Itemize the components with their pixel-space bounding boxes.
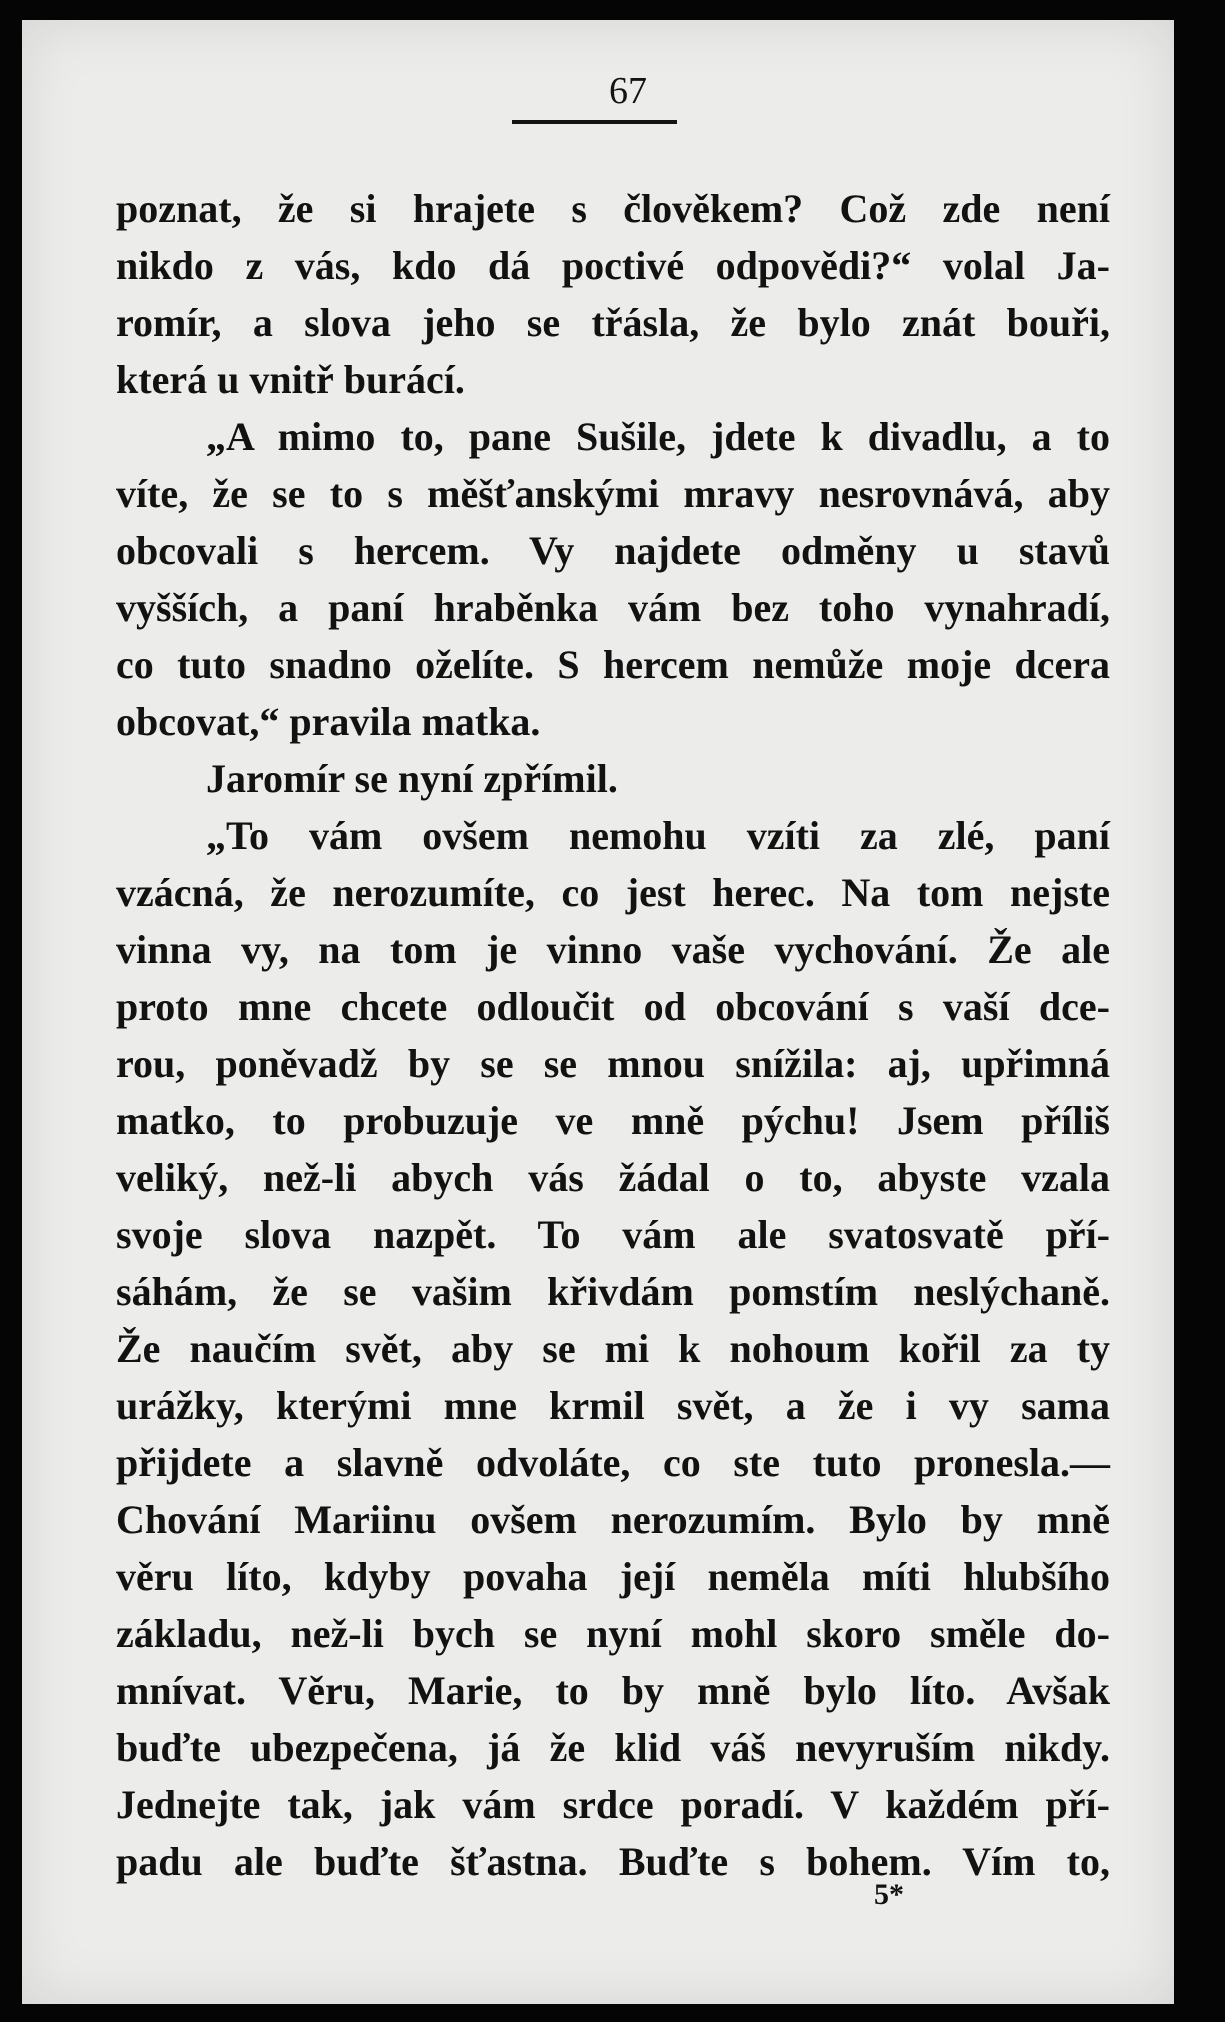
text-line: Chování Mariinu ovšem nerozumím. Bylo by mně (116, 1497, 1110, 1542)
text-line: matko, to probuzuje ve mně pýchu! Jsem příliš (116, 1098, 1110, 1143)
text-line: rou, poněvadž by se se mnou snížila: aj, upřimná (116, 1041, 1110, 1086)
text-line: Jednejte tak, jak vám srdce poradí. V každém pří- (116, 1782, 1110, 1827)
text-line: svoje slova nazpět. To vám ale svatosvatě pří- (116, 1212, 1110, 1257)
text-line: proto mne chcete odloučit od obcování s vaší dce- (116, 984, 1110, 1029)
text-line: obcovali s hercem. Vy najdete odměny u stavů (116, 528, 1110, 573)
text-line: padu ale buďte šťastna. Buďte s bohem. Vím to, (116, 1839, 1110, 1884)
text-line: „A mimo to, pane Sušile, jdete k divadlu, a to (206, 414, 1110, 459)
text-line: která u vnitř burácí. (116, 357, 465, 402)
text-line: vyšších, a paní hraběnka vám bez toho vynahradí, (116, 585, 1110, 630)
text-line: „To vám ovšem nemohu vzíti za zlé, paní (206, 813, 1110, 858)
header-rule (512, 120, 677, 124)
text-line: Jaromír se nyní zpřímil. (206, 756, 618, 801)
text-line: mnívat. Věru, Marie, to by mně bylo líto. Avšak (116, 1668, 1110, 1713)
text-line: Že naučím svět, aby se mi k nohoum kořil za ty (116, 1326, 1110, 1371)
text-line: sáhám, že se vašim křivdám pomstím neslýchaně. (116, 1269, 1110, 1314)
text-line: poznat, že si hrajete s člověkem? Což zde není (116, 186, 1110, 231)
body-text (116, 180, 1110, 1890)
book-page (22, 20, 1174, 2004)
text-line: vinna vy, na tom je vinno vaše vychování. Že ale (116, 927, 1110, 972)
signature-mark: 5* (874, 1878, 904, 1911)
text-line: nikdo z vás, kdo dá poctivé odpovědi?“ volal Ja- (116, 243, 1110, 288)
text-line: obcovat,“ pravila matka. (116, 699, 541, 744)
text-line: co tuto snadno oželíte. S hercem nemůže moje dcera (116, 642, 1110, 687)
text-line: přijdete a slavně odvoláte, co ste tuto pronesla.— (116, 1440, 1110, 1485)
text-line: veliký, než-li abych vás žádal o to, abyste vzala (116, 1155, 1110, 1200)
text-line: romír, a slova jeho se třásla, že bylo znát bouři, (116, 300, 1110, 345)
text-line: urážky, kterými mne krmil svět, a že i vy sama (116, 1383, 1110, 1428)
text-line: buďte ubezpečena, já že klid váš nevyruším nikdy. (116, 1725, 1110, 1770)
text-line: víte, že se to s měšťanskými mravy nesrovnává, aby (116, 471, 1110, 516)
text-line: věru líto, kdyby povaha její neměla míti hlubšího (116, 1554, 1110, 1599)
text-line: základu, než-li bych se nyní mohl skoro směle do- (116, 1611, 1110, 1656)
page-number: 67 (609, 70, 647, 112)
text-line: vzácná, že nerozumíte, co jest herec. Na tom nejste (116, 870, 1110, 915)
